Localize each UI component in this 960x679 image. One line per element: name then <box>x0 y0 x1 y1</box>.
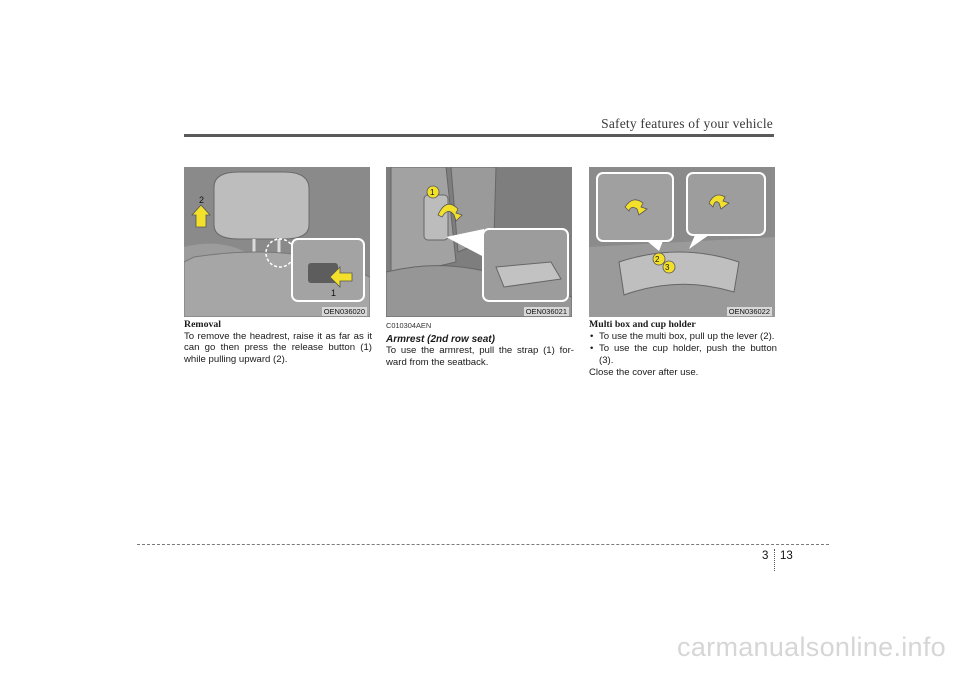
header-title: Safety features of your vehicle <box>601 116 773 131</box>
header-rule <box>184 134 774 137</box>
column-armrest <box>386 319 574 368</box>
column-multibox <box>589 319 777 379</box>
section-code: C010304AEN <box>386 321 432 330</box>
watermark: carmanualsonline.info <box>677 632 946 662</box>
removal-body: To remove the headrest, raise it as far as it can go then press the release button (1) while pulling upward (2). <box>184 330 372 365</box>
figure-armrest <box>386 167 572 317</box>
armrest-illustration <box>386 167 572 317</box>
page-number: 13 <box>780 550 793 562</box>
figure-code: OEN036020 <box>323 307 365 316</box>
chapter-number: 3 <box>762 550 769 562</box>
column-removal <box>184 319 372 365</box>
bullet-item: • To use the cup holder, push the button (3). <box>589 343 777 366</box>
callout-2: 2 <box>199 195 205 205</box>
footer-rule <box>137 544 829 545</box>
figure-code: OEN036021 <box>525 307 567 316</box>
headrest-illustration <box>184 167 370 317</box>
callout-1: 1 <box>331 288 337 298</box>
bullet-item: • To use the multi box, pull up the lever (2). <box>589 331 777 343</box>
armrest-body: To use the armrest, pull the strap (1) for-ward from the seatback. <box>386 345 574 368</box>
multibox-illustration <box>589 167 775 317</box>
callout-2: 2 <box>655 255 660 264</box>
armrest-heading: Armrest (2nd row seat) <box>386 333 495 345</box>
multibox-heading: Multi box and cup holder <box>589 319 696 330</box>
page-number-divider <box>774 549 775 571</box>
multibox-closing: Close the cover after use. <box>589 367 699 379</box>
figure-multibox <box>589 167 775 317</box>
callout-1: 1 <box>430 188 435 197</box>
callout-3: 3 <box>665 263 670 272</box>
figure-code: OEN036022 <box>728 307 770 316</box>
figure-headrest <box>184 167 370 317</box>
multibox-bullets <box>589 331 777 367</box>
removal-heading: Removal <box>184 319 222 330</box>
